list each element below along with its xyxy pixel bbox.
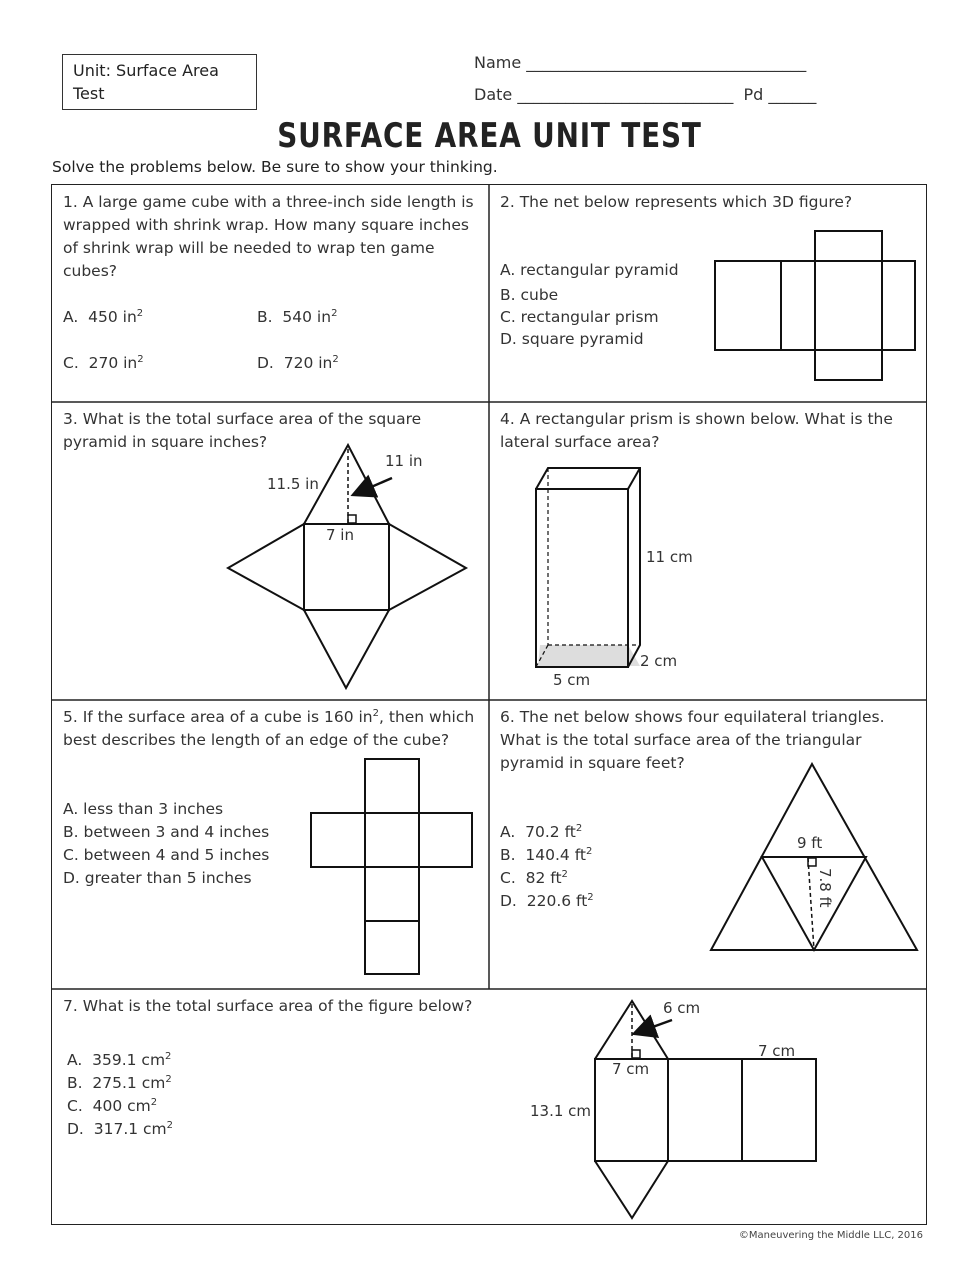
name-line: ___________________________________ [526,53,807,72]
q7-option-a[interactable]: A. 359.1 $cm^2$ [67,1051,172,1069]
q1-option-d[interactable]: D. 720 $in^2$ [257,354,339,372]
q6-text: 6. The net below shows four equilateral triangles. What is the total surface area of the triangular pyramid in square feet? [500,708,885,772]
q7-length-label: 13.1 cm [530,1102,592,1120]
q5-option-d[interactable]: D. greater than 5 inches [63,869,252,887]
q5-option-a[interactable]: A. less than 3 inches [63,800,224,818]
q2-option-b[interactable]: B. cube [500,286,559,304]
q3-height-label: 11 in [385,452,423,470]
name-label: Name [474,53,522,72]
q7-text: 7. What is the total surface area of the figure below? [63,997,473,1015]
q2-option-c[interactable]: C. rectangular prism [500,308,659,326]
q7-side-label: 7 cm [758,1042,796,1060]
q2-prism-net [715,231,915,380]
q1-text: 1. A large game cube with a three-inch side length is wrapped with shrink wrap. How many square inches of shrink wrap will be needed to wrap ten game cubes? [63,193,474,280]
q5-option-b[interactable]: B. between 3 and 4 inches [63,823,270,841]
q1-option-c[interactable]: C. 270 $in^2$ [63,354,144,372]
unit-label: Unit: Surface Area Test [73,61,219,103]
q5-option-c[interactable]: C. between 4 and 5 inches [63,846,270,864]
pd-line: ______ [768,85,817,104]
q6-option-a[interactable]: A. 70.2 $ft^2$ [500,823,583,841]
q2-option-d[interactable]: D. square pyramid [500,330,644,348]
q6-option-c[interactable]: C. 82 $ft^2$ [500,869,568,887]
q7-option-b[interactable]: B. 275.1 $cm^2$ [67,1074,172,1092]
q2-option-a[interactable]: A. rectangular pyramid [500,261,679,279]
q4-depth-label: 2 cm [640,652,678,670]
page-title: SURFACE AREA UNIT TEST [277,116,702,156]
q6-option-b[interactable]: B. 140.4 $ft^2$ [500,846,593,864]
q5-text: 5. If the surface area of a cube is 160 $in^2$, then which best describes the length of an edge of the cube? [63,708,475,749]
q5-cube-net [311,759,472,974]
q7-base-label: 7 cm [612,1060,650,1078]
q1-option-a[interactable]: A. 450 $in^2$ [63,308,144,326]
pd-label: Pd [743,85,764,104]
copyright: ©Maneuvering the Middle LLC, 2016 [738,1230,923,1241]
q7-option-d[interactable]: D. 317.1 $cm^2$ [67,1120,174,1138]
q7-prism-net [595,1001,816,1218]
date-line: ___________________________ [517,85,734,104]
q3-base-label: 7 in [326,526,354,544]
q4-text: 4. A rectangular prism is shown below. What is the lateral surface area? [500,410,893,451]
q2-text: 2. The net below represents which 3D figure? [500,193,853,211]
q6-option-d[interactable]: D. 220.6 $ft^2$ [500,892,594,910]
q4-rectangular-prism [536,468,640,667]
q7-option-c[interactable]: C. 400 $cm^2$ [67,1097,158,1115]
q6-side-label: 9 ft [797,834,823,852]
q1-option-b[interactable]: B. 540 $in^2$ [257,308,338,326]
q4-width-label: 5 cm [553,671,591,689]
q3-text: 3. What is the total surface area of the square pyramid in square inches? [63,410,422,451]
q7-tri-height-label: 6 cm [663,999,701,1017]
q3-slant-label: 11.5 in [267,475,319,493]
q3-pyramid-net [228,445,466,688]
q6-triangle-net [711,764,917,950]
date-label: Date [474,85,513,104]
q6-height-label: 7.8 ft [816,868,834,908]
instructions: Solve the problems below. Be sure to show your thinking. [52,158,498,176]
q4-height-label: 11 cm [646,548,693,566]
